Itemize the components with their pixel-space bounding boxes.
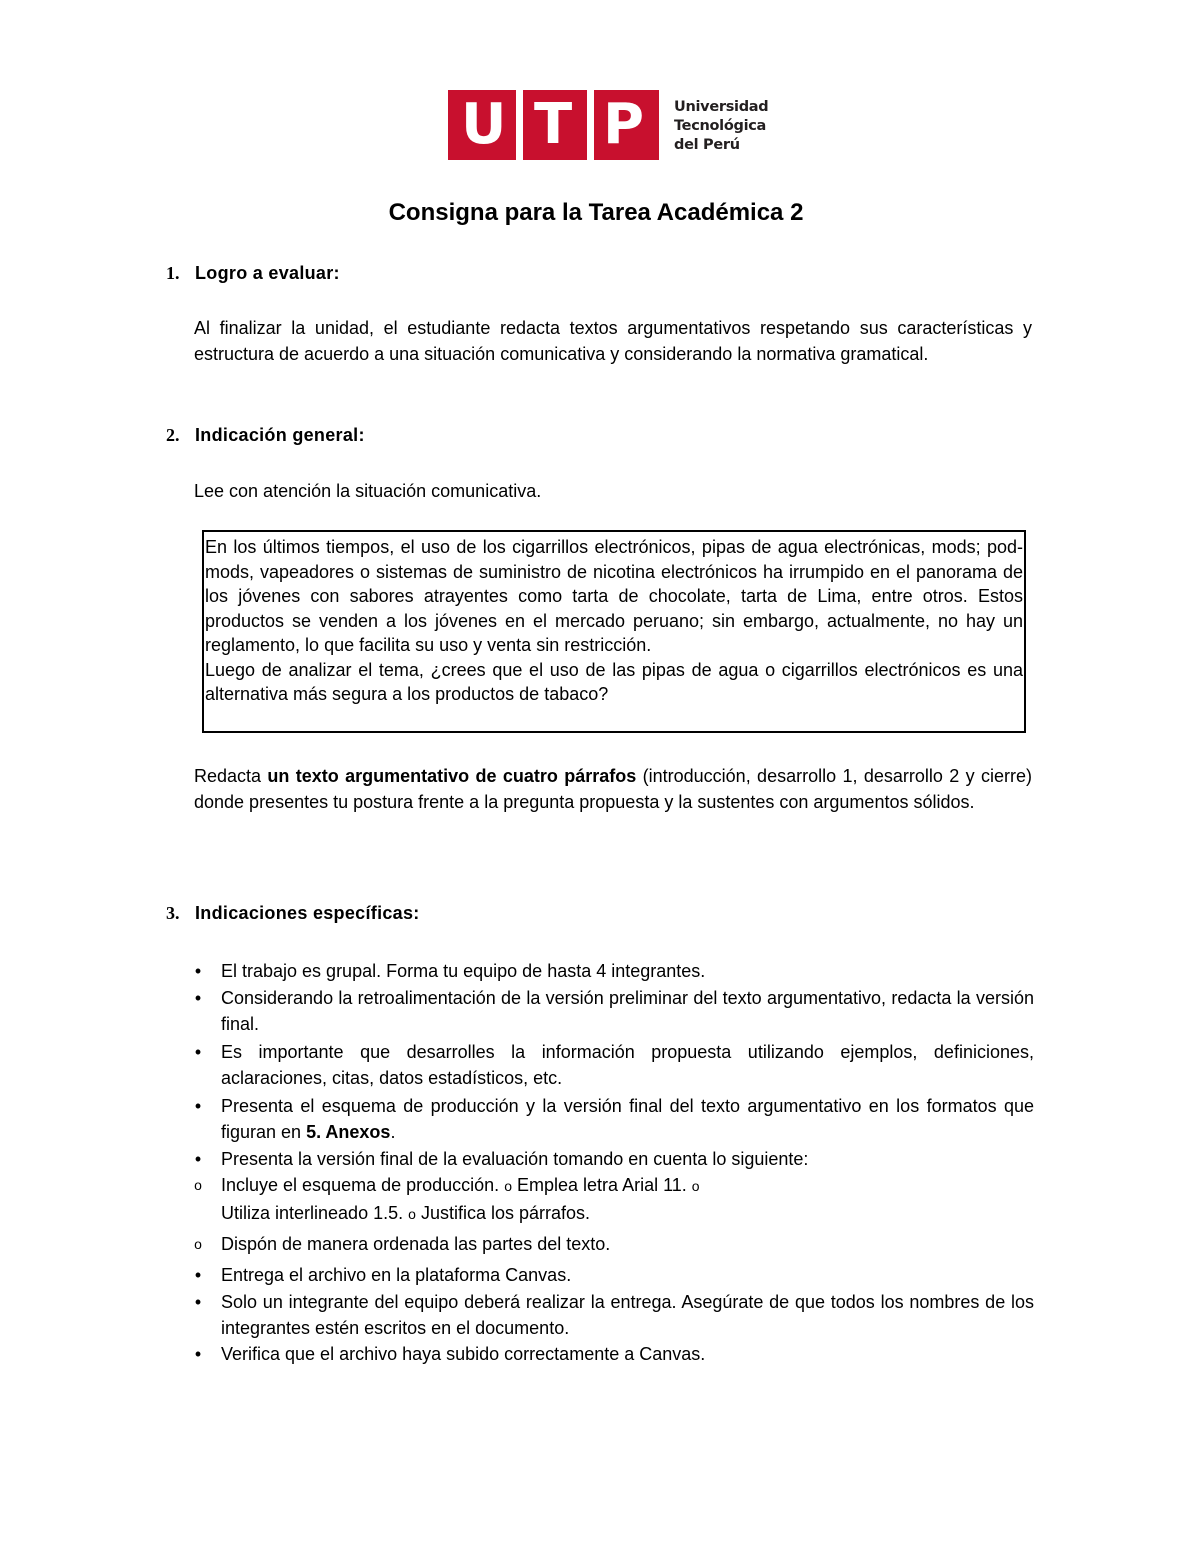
bullet-icon: • <box>194 1096 202 1116</box>
logo-mark <box>448 90 659 160</box>
list-item <box>188 1146 1034 1172</box>
sub-list-item <box>188 1172 1034 1228</box>
list-item-text: Emplea letra Arial 11. <box>517 1175 687 1195</box>
logo-letter-p: P <box>603 92 645 157</box>
sub-bullet-icon: o <box>408 1206 416 1222</box>
section-number: 3. <box>166 903 180 923</box>
list-item-text: Verifica que el archivo haya subido correctamente a Canvas. <box>221 1344 706 1364</box>
list-item-text: Justifica los párrafos. <box>420 1203 591 1223</box>
logro-paragraph: Al finalizar la unidad, el estudiante redacta textos argumentativos respetando sus características y estructura de acuerdo a una situación comunicativa y considerando la normativa gramatical. <box>194 318 1032 364</box>
list-item <box>188 1289 1034 1341</box>
bullet-list <box>188 958 1034 1367</box>
bullet-icon: • <box>194 961 202 981</box>
section-heading-1 <box>166 260 340 286</box>
list-item-text: Presenta la versión final de la evaluación tomando en cuenta lo siguiente: <box>221 1149 809 1169</box>
logo-line: Tecnológica <box>674 118 767 134</box>
list-item <box>188 985 1034 1037</box>
list-item <box>188 1341 1034 1367</box>
logo-letter-t: T <box>534 92 573 157</box>
utp-logo <box>448 90 768 160</box>
anexos-reference: 5. Anexos <box>306 1122 391 1142</box>
logo-separator <box>516 90 523 160</box>
bullet-icon: • <box>194 1149 202 1169</box>
sub-bullet-icon: o <box>504 1178 512 1194</box>
bullet-icon: • <box>194 988 202 1008</box>
task-emphasis: un texto argumentativo de cuatro párrafos <box>267 766 637 786</box>
situacion-comunicativa-box <box>202 530 1026 733</box>
task-text: Redacta <box>194 766 268 786</box>
box-paragraph: En los últimos tiempos, el uso de los cigarrillos electrónicos, pipas de agua electrónicas, mods; pod-mods, vapeadores o sistemas de suministro de nicotina electrónicos ha irrumpido en el panorama de los jóvenes con sabores atrayentes como tarta de chocolate, tarta de Lima, entre otros. Estos productos se venden a los jóvenes en el mercado peruano; sin embargo, actualmente, no hay un reglamento, lo que facilita su uso y venta sin restricción. <box>205 537 1023 655</box>
box-question: Luego de analizar el tema, ¿crees que el uso de las pipas de agua o cigarrillos electrónicos es una alternativa más segura a los productos de tabaco? <box>205 659 1023 704</box>
logo-separator <box>587 90 594 160</box>
task-text: (introducción, desarrollo 1, desarrollo 2 y cierre) donde presentes tu postura frente a la pregunta propuesta y la sustentes con argumentos sólidos. <box>194 766 1032 812</box>
bullet-icon: • <box>194 1344 202 1364</box>
section-heading-3 <box>166 900 420 926</box>
list-item <box>188 1093 1034 1145</box>
section-number: 2. <box>166 425 180 445</box>
list-item-text: Solo un integrante del equipo deberá realizar la entrega. Asegúrate de que todos los nombres de los integrantes estén escritos en el documento. <box>221 1292 1034 1338</box>
sub-bullet-icon: o <box>691 1178 700 1194</box>
list-item <box>188 1039 1034 1091</box>
sub-bullet-icon: o <box>194 1177 202 1193</box>
section-label: Indicación general: <box>195 425 365 445</box>
list-item-text: Dispón de manera ordenada las partes del texto. <box>221 1234 611 1254</box>
section-heading-2 <box>166 422 365 448</box>
list-item <box>188 1262 1034 1288</box>
logo-line: del Perú <box>674 137 740 153</box>
section-number: 1. <box>166 263 180 283</box>
list-item-text: Es importante que desarrolles la información propuesta utilizando ejemplos, definiciones, aclaraciones, citas, datos estadísticos, etc. <box>221 1042 1034 1088</box>
logo-wordmark <box>674 98 768 155</box>
section-label: Indicaciones específicas: <box>195 903 420 923</box>
logo-letter-u: U <box>461 92 507 157</box>
list-item-text: . <box>390 1122 396 1142</box>
list-item-text: Presenta el esquema de producción y la versión final del texto argumentativo en los formatos que figuran en <box>221 1096 1034 1142</box>
page-title: Consigna para la Tarea Académica 2 <box>388 199 804 226</box>
list-item-text: Incluye el esquema de producción. <box>221 1175 500 1195</box>
list-item-text: Considerando la retroalimentación de la versión preliminar del texto argumentativo, redacta la versión final. <box>221 988 1034 1034</box>
list-item-text: Utiliza interlineado 1.5. <box>221 1203 404 1223</box>
list-item-text: Entrega el archivo en la plataforma Canvas. <box>221 1265 572 1285</box>
sub-bullet-icon: o <box>194 1236 202 1252</box>
list-item-text: El trabajo es grupal. Forma tu equipo de hasta 4 integrantes. <box>221 961 706 981</box>
logo-line: Universidad <box>674 99 769 115</box>
list-item <box>188 958 1034 984</box>
indicacion-intro: Lee con atención la situación comunicativa. <box>194 481 542 501</box>
section-label: Logro a evaluar: <box>195 263 340 283</box>
sub-list-item <box>188 1231 1034 1257</box>
task-paragraph <box>194 764 1032 815</box>
bullet-icon: • <box>194 1292 202 1312</box>
bullet-icon: • <box>194 1265 202 1285</box>
bullet-icon: • <box>194 1042 202 1062</box>
